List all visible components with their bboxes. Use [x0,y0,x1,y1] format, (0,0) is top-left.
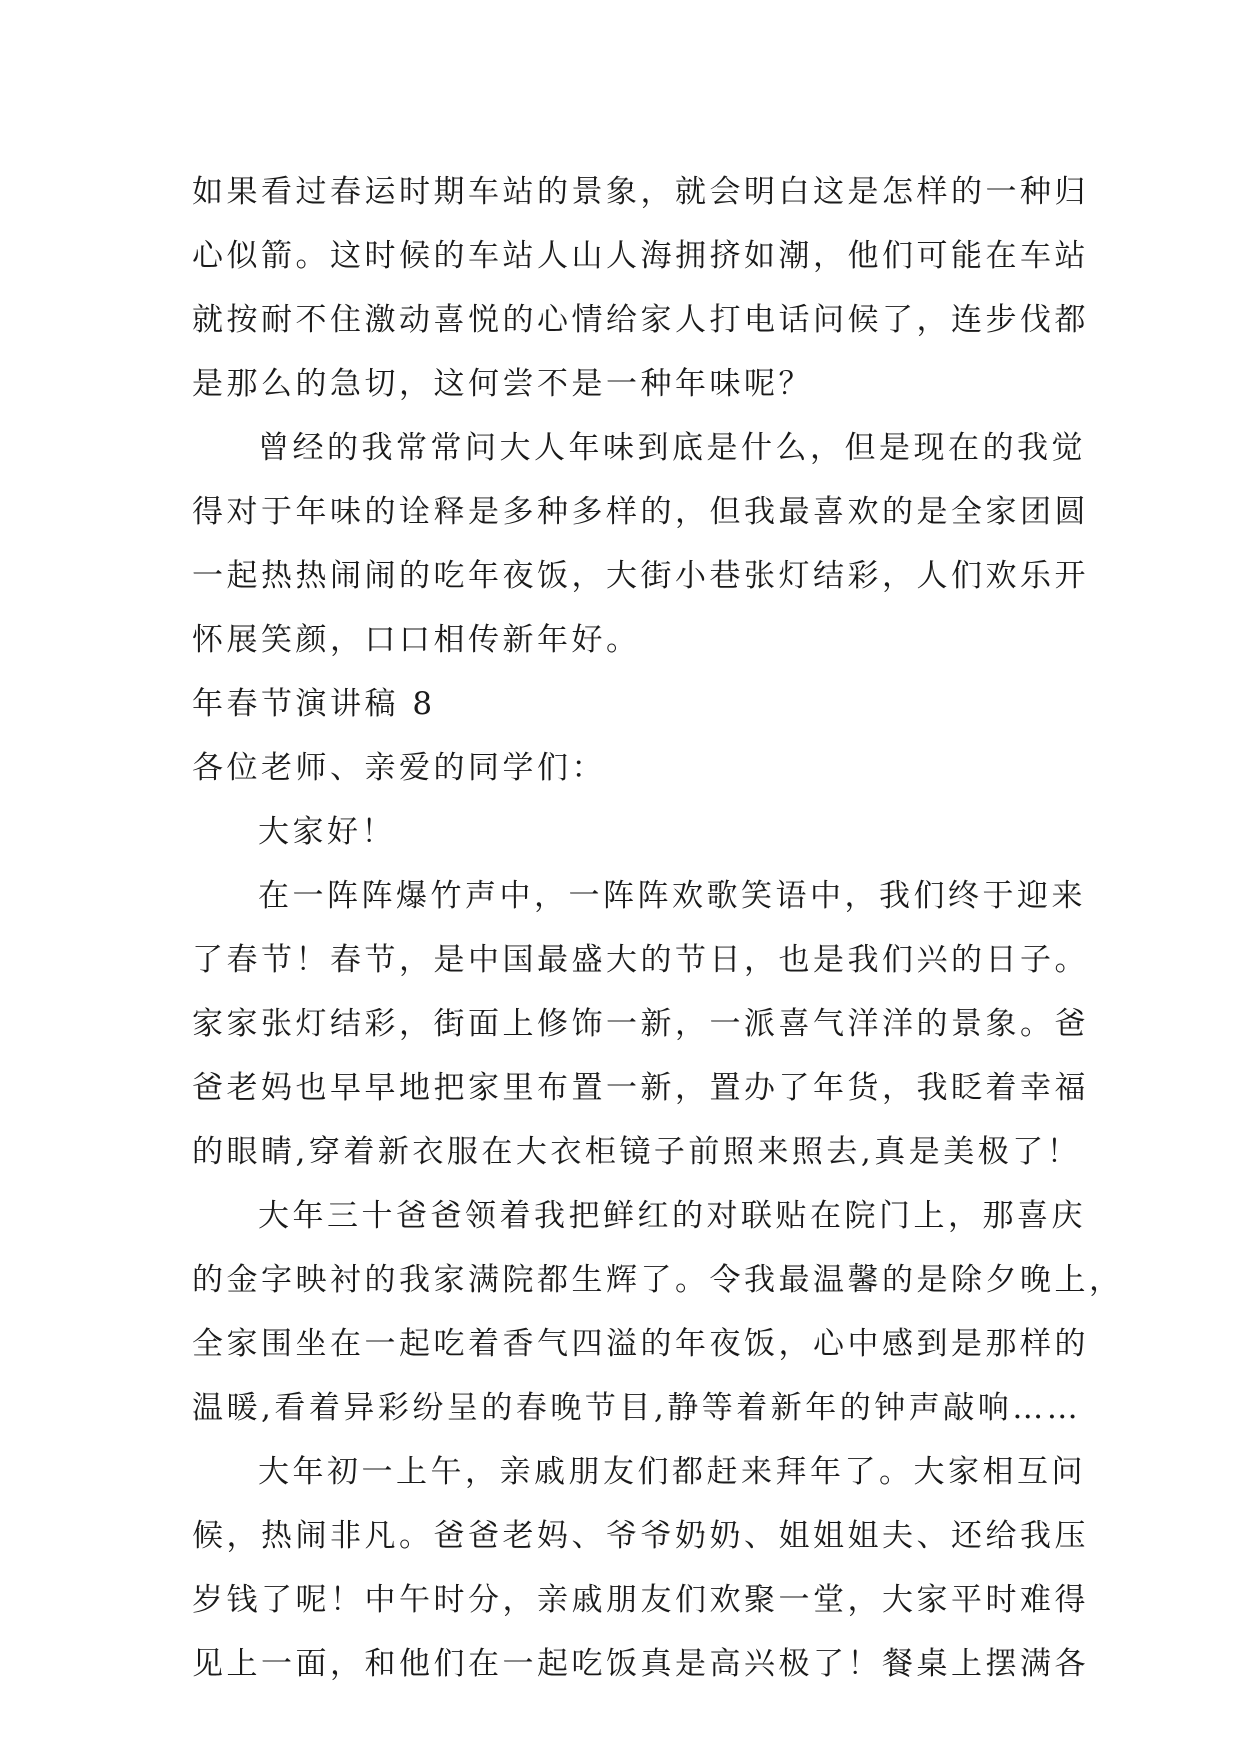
text-line: 岁钱了呢！中午时分，亲戚朋友们欢聚一堂，大家平时难得 [192,1582,1089,1618]
paragraph-first-line: 大年初一上午，亲戚朋友们都赶来拜年了。大家相互问 [258,1454,1086,1490]
section-heading: 年春节演讲稿 8 [192,686,436,722]
text-line: 见上一面，和他们在一起吃饭真是高兴极了！餐桌上摆满各 [192,1646,1089,1682]
text-line: 的眼睛,穿着新衣服在大衣柜镜子前照来照去,真是美极了！ [192,1134,1082,1170]
text-line: 一起热热闹闹的吃年夜饭，大街小巷张灯结彩，人们欢乐开 [192,558,1089,594]
text-line: 如果看过春运时期车站的景象，就会明白这是怎样的一种归 [192,174,1089,210]
salutation: 各位老师、亲爱的同学们： [192,750,606,786]
text-line: 是那么的急切，这何尝不是一种年味呢？ [192,366,813,402]
text-line: 心似箭。这时候的车站人山人海拥挤如潮，他们可能在车站 [192,238,1089,274]
text-line: 得对于年味的诠释是多种多样的，但我最喜欢的是全家团圆 [192,494,1089,530]
text-line: 怀展笑颜，口口相传新年好。 [192,622,641,658]
document-body [192,160,1124,1696]
text-line: 温暖,看着异彩纷呈的春晚节目,静等着新年的钟声敲响…… [192,1390,1082,1426]
text-line: 就按耐不住激动喜悦的心情给家人打电话问候了，连步伐都 [192,302,1089,338]
text-line: 家家张灯结彩，街面上修饰一新，一派喜气洋洋的景象。爸 [192,1006,1089,1042]
text-line: 全家围坐在一起吃着香气四溢的年夜饭，心中感到是那样的 [192,1326,1089,1362]
paragraph-first-line: 曾经的我常常问大人年味到底是什么，但是现在的我觉 [258,430,1086,466]
text-line: 爸老妈也早早地把家里布置一新，置办了年货，我眨着幸福 [192,1070,1089,1106]
text-line: 的金字映衬的我家满院都生辉了。令我最温馨的是除夕晚上， [192,1262,1124,1298]
text-line: 了春节！春节，是中国最盛大的节日，也是我们兴的日子。 [192,942,1089,978]
greeting: 大家好！ [258,814,396,850]
paragraph-first-line: 在一阵阵爆竹声中，一阵阵欢歌笑语中，我们终于迎来 [258,878,1086,914]
text-line: 候，热闹非凡。爸爸老妈、爷爷奶奶、姐姐姐夫、还给我压 [192,1518,1089,1554]
paragraph-first-line: 大年三十爸爸领着我把鲜红的对联贴在院门上，那喜庆 [258,1198,1086,1234]
